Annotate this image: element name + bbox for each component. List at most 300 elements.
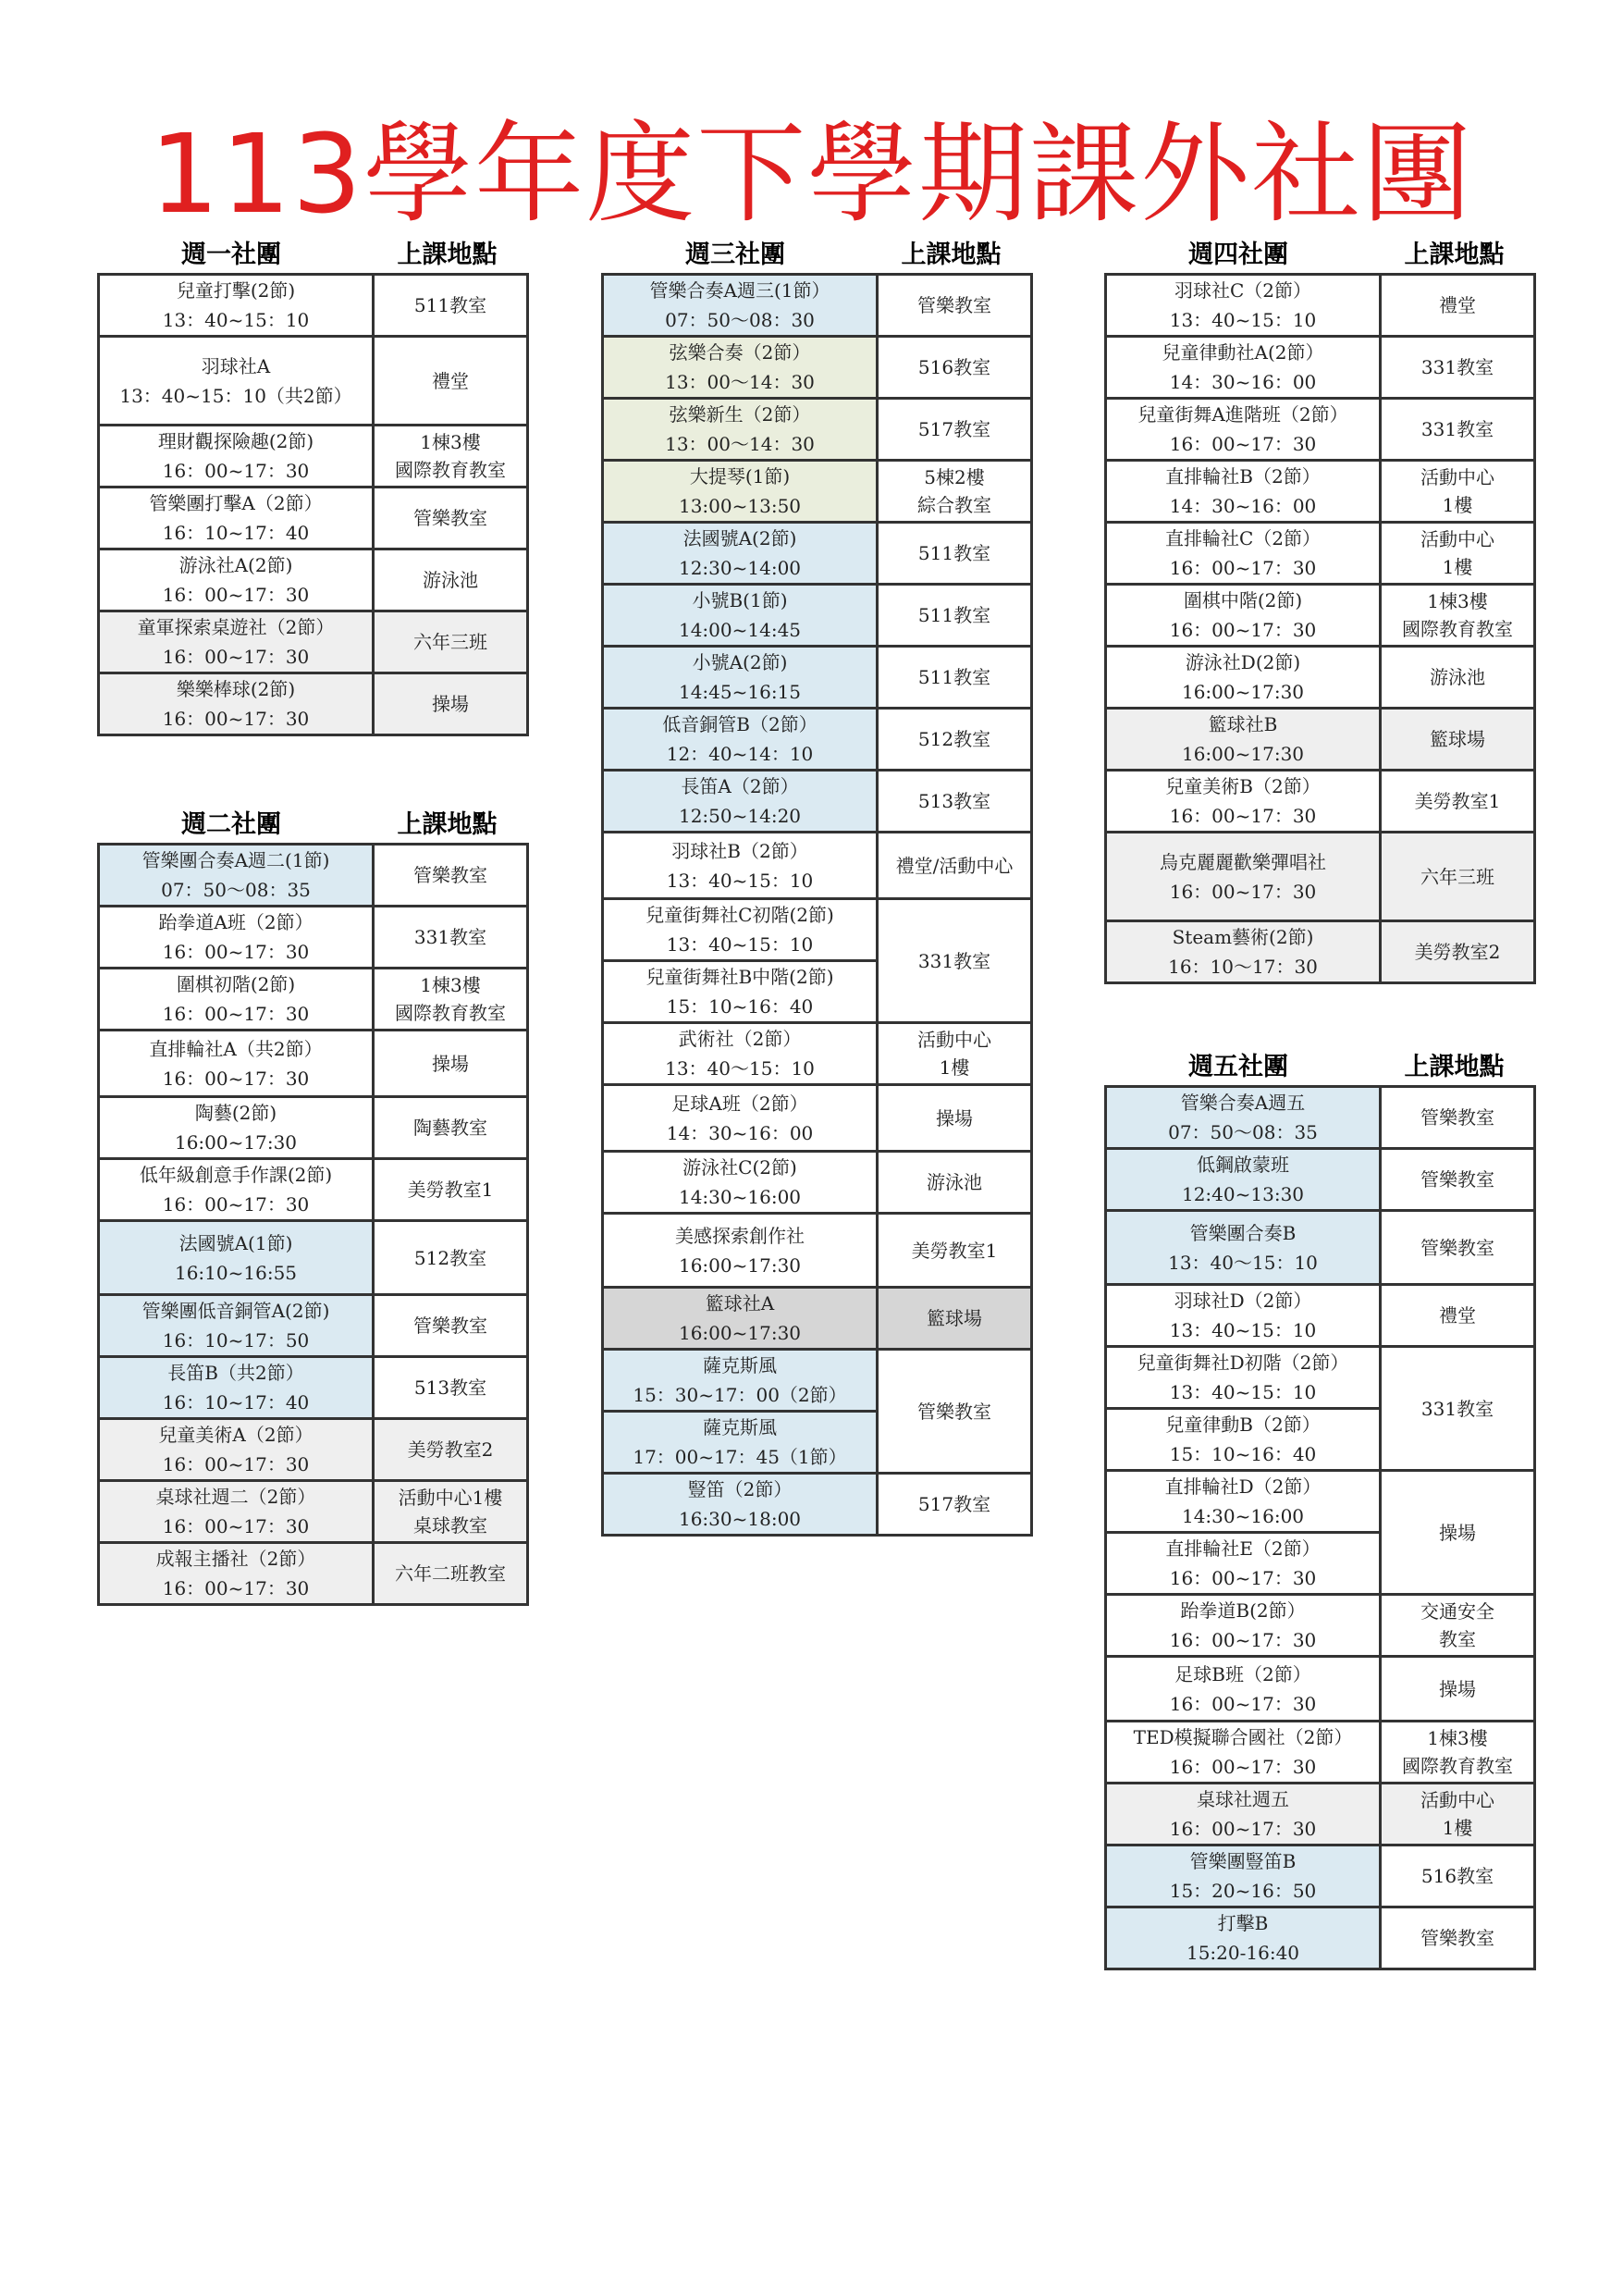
club-location: 美勞教室2 bbox=[1414, 941, 1501, 963]
table-row bbox=[99, 1159, 528, 1221]
club-name: 羽球社B（2節） bbox=[671, 839, 808, 862]
location-cell bbox=[374, 1357, 528, 1419]
club-name: 圍棋初階(2節) bbox=[176, 973, 296, 995]
table-row bbox=[1106, 833, 1535, 921]
club-time: 16：00~17：30 bbox=[1169, 1629, 1317, 1651]
table-row bbox=[603, 523, 1032, 585]
club-time: 13：40～15：10 bbox=[1168, 1251, 1318, 1274]
table-row bbox=[603, 899, 1032, 961]
club-name: 跆拳道B(2節） bbox=[1180, 1599, 1306, 1622]
club-cell bbox=[1106, 709, 1381, 771]
club-name: 低年級創意手作課(2節) bbox=[139, 1164, 333, 1186]
club-location: 513教室 bbox=[917, 790, 991, 812]
club-cell bbox=[1106, 337, 1381, 399]
club-name: 籃球社A bbox=[705, 1292, 775, 1315]
club-cell bbox=[603, 461, 878, 523]
club-location: 512教室 bbox=[917, 728, 991, 750]
table-row bbox=[1106, 523, 1535, 585]
club-time: 16：00~17：30 bbox=[1169, 1756, 1317, 1778]
club-cell bbox=[1106, 1471, 1381, 1533]
table-row bbox=[99, 969, 528, 1031]
club-cell bbox=[99, 1419, 374, 1481]
club-cell bbox=[603, 337, 878, 399]
tuesday-clubs-section bbox=[97, 809, 529, 1606]
location-cell bbox=[1381, 1657, 1535, 1722]
location-cell bbox=[1381, 1845, 1535, 1907]
club-time: 16：00~17：30 bbox=[162, 708, 310, 730]
club-time: 13：40～15：10 bbox=[665, 1057, 815, 1080]
club-location: 1棟3樓 國際教育教室 bbox=[1402, 1727, 1513, 1777]
table-row bbox=[603, 1085, 1032, 1152]
table-row bbox=[603, 399, 1032, 461]
club-name: 豎笛（2節） bbox=[687, 1478, 793, 1500]
table-row bbox=[603, 647, 1032, 709]
wednesday-clubs-section bbox=[601, 239, 1033, 1537]
club-time: 17：00~17：45（1節） bbox=[633, 1446, 847, 1468]
club-location: 管樂教室 bbox=[1420, 1168, 1494, 1191]
club-name: 兒童律動B（2節） bbox=[1165, 1413, 1321, 1436]
club-name: 法國號A(1節) bbox=[178, 1231, 293, 1254]
club-name: 小號A(2節) bbox=[692, 651, 788, 673]
club-location: 活動中心 1樓 bbox=[917, 1029, 991, 1079]
club-name: 管樂團合奏A週二(1節) bbox=[141, 849, 330, 871]
club-name: 足球B班（2節） bbox=[1174, 1662, 1311, 1685]
club-cell bbox=[603, 399, 878, 461]
club-name: 打擊B bbox=[1217, 1912, 1269, 1934]
club-cell bbox=[1106, 1347, 1381, 1409]
club-time: 16：00~17：30 bbox=[162, 941, 310, 963]
club-cell bbox=[1106, 1409, 1381, 1471]
club-time: 16:00~17:30 bbox=[1181, 743, 1305, 765]
club-time: 13：00～14：30 bbox=[665, 371, 815, 393]
club-name: 弦樂合奏（2節） bbox=[669, 341, 811, 364]
club-cell bbox=[99, 1481, 374, 1543]
club-name: 游泳社D(2節) bbox=[1185, 651, 1301, 673]
club-cell bbox=[99, 673, 374, 735]
club-location: 管樂教室 bbox=[413, 864, 487, 886]
club-location: 操場 bbox=[1439, 1521, 1476, 1544]
club-location: 美勞教室1 bbox=[1414, 790, 1501, 812]
club-time: 14:30~16:00 bbox=[678, 1186, 802, 1208]
table-row bbox=[1106, 275, 1535, 337]
club-time: 16：00~17：30 bbox=[1169, 880, 1317, 903]
location-cell bbox=[374, 1031, 528, 1097]
club-location: 管樂教室 bbox=[413, 507, 487, 529]
club-cell bbox=[99, 1159, 374, 1221]
club-name: 大提琴(1節) bbox=[689, 465, 791, 488]
club-name: 武術社（2節） bbox=[678, 1028, 802, 1050]
club-cell bbox=[603, 1412, 878, 1474]
location-cell bbox=[374, 1221, 528, 1295]
table-row bbox=[1106, 1087, 1535, 1149]
location-cell bbox=[878, 899, 1032, 1023]
location-cell bbox=[878, 1085, 1032, 1152]
location-cell bbox=[878, 1350, 1032, 1474]
club-location: 331教室 bbox=[1420, 356, 1494, 378]
club-name: 低音銅管B（2節） bbox=[662, 713, 818, 735]
location-cell bbox=[878, 1288, 1032, 1350]
club-name: 兒童街舞A進階班（2節） bbox=[1137, 403, 1348, 426]
club-location: 禮堂 bbox=[432, 369, 469, 392]
location-cell bbox=[878, 1023, 1032, 1085]
club-cell bbox=[603, 1474, 878, 1536]
club-location: 活動中心 1樓 bbox=[1420, 466, 1494, 516]
club-time: 15：10~16：40 bbox=[666, 995, 814, 1018]
club-name: 游泳社A(2節) bbox=[178, 554, 293, 576]
club-name: 法國號A(2節) bbox=[682, 527, 797, 549]
table-row bbox=[603, 1152, 1032, 1214]
club-table bbox=[1104, 273, 1536, 984]
club-cell bbox=[1106, 1211, 1381, 1285]
table-header bbox=[97, 809, 529, 843]
location-cell bbox=[1381, 523, 1535, 585]
location-cell bbox=[374, 969, 528, 1031]
table-row bbox=[99, 549, 528, 611]
table-row bbox=[1106, 647, 1535, 709]
club-time: 16:00~17:30 bbox=[174, 1131, 298, 1154]
club-cell bbox=[1106, 399, 1381, 461]
club-cell bbox=[603, 275, 878, 337]
table-row bbox=[1106, 399, 1535, 461]
table-row bbox=[99, 907, 528, 969]
club-location: 管樂教室 bbox=[1420, 1236, 1494, 1259]
club-name: 陶藝(2節) bbox=[194, 1102, 277, 1124]
location-cell bbox=[1381, 921, 1535, 983]
club-time: 16：00~17：30 bbox=[162, 1515, 310, 1537]
club-name: 薩克斯風 bbox=[703, 1416, 777, 1438]
club-location: 331教室 bbox=[1420, 418, 1494, 440]
club-location: 禮堂 bbox=[1439, 294, 1476, 316]
table-row bbox=[603, 337, 1032, 399]
club-cell bbox=[1106, 275, 1381, 337]
location-cell bbox=[878, 337, 1032, 399]
club-name: TED模擬聯合國社（2節） bbox=[1133, 1726, 1353, 1748]
club-cell bbox=[603, 833, 878, 899]
club-cell bbox=[603, 709, 878, 771]
club-cell bbox=[1106, 1845, 1381, 1907]
club-cell bbox=[99, 1031, 374, 1097]
club-cell bbox=[1106, 461, 1381, 523]
club-name: 理財觀探險趣(2節) bbox=[157, 430, 314, 452]
location-cell bbox=[374, 1159, 528, 1221]
table-row bbox=[1106, 1211, 1535, 1285]
club-time: 13：40~15：10 bbox=[1169, 1319, 1317, 1341]
club-name: 桌球社週二（2節） bbox=[155, 1486, 316, 1508]
table-row bbox=[99, 488, 528, 549]
club-location: 美勞教室2 bbox=[407, 1438, 494, 1461]
club-name: Steam藝術(2節) bbox=[1172, 926, 1314, 948]
location-header: 上課地點 bbox=[397, 810, 498, 839]
day-header: 週二社團 bbox=[181, 810, 281, 839]
table-row bbox=[99, 1221, 528, 1295]
club-location: 游泳池 bbox=[423, 569, 478, 591]
club-name: 足球A班（2節） bbox=[671, 1092, 808, 1115]
club-location: 禮堂/活動中心 bbox=[895, 854, 1014, 877]
club-location: 1棟3樓 國際教育教室 bbox=[1402, 590, 1513, 640]
location-cell bbox=[374, 845, 528, 907]
club-location: 512教室 bbox=[413, 1246, 487, 1269]
club-name: 直排輪社D（2節） bbox=[1164, 1475, 1322, 1498]
table-row bbox=[1106, 1149, 1535, 1211]
club-name: 跆拳道A班（2節） bbox=[158, 911, 314, 933]
club-location: 六年三班 bbox=[1420, 865, 1494, 888]
location-cell bbox=[1381, 337, 1535, 399]
day-header: 週四社團 bbox=[1188, 241, 1288, 269]
club-cell bbox=[603, 523, 878, 585]
location-cell bbox=[1381, 833, 1535, 921]
club-location: 交通安全 教室 bbox=[1420, 1600, 1494, 1650]
location-cell bbox=[1381, 1471, 1535, 1595]
table-row bbox=[603, 275, 1032, 337]
club-location: 管樂教室 bbox=[917, 1400, 991, 1423]
club-time: 16：00~17：30 bbox=[162, 1577, 310, 1599]
location-cell bbox=[878, 275, 1032, 337]
club-time: 15：30~17：00（2節） bbox=[633, 1384, 847, 1406]
club-location: 禮堂 bbox=[1439, 1304, 1476, 1327]
location-cell bbox=[374, 907, 528, 969]
club-time: 07：50～08：35 bbox=[1168, 1121, 1318, 1143]
day-header: 週三社團 bbox=[685, 241, 785, 269]
table-row bbox=[603, 1023, 1032, 1085]
club-cell bbox=[603, 1152, 878, 1214]
table-row bbox=[99, 611, 528, 673]
location-cell bbox=[374, 1419, 528, 1481]
location-cell bbox=[374, 1295, 528, 1357]
club-name: 烏克麗麗歡樂彈唱社 bbox=[1160, 850, 1326, 873]
table-row bbox=[99, 426, 528, 488]
club-location: 六年三班 bbox=[413, 631, 487, 653]
club-location: 516教室 bbox=[1420, 1865, 1494, 1887]
club-cell bbox=[1106, 1722, 1381, 1784]
club-cell bbox=[99, 969, 374, 1031]
club-time: 13:00~13:50 bbox=[678, 495, 802, 517]
location-cell bbox=[374, 549, 528, 611]
club-table bbox=[97, 273, 529, 736]
club-time: 16：00~17：30 bbox=[162, 1453, 310, 1475]
club-cell bbox=[1106, 1285, 1381, 1347]
table-row bbox=[99, 1357, 528, 1419]
table-row bbox=[1106, 921, 1535, 983]
club-cell bbox=[99, 907, 374, 969]
club-cell bbox=[1106, 921, 1381, 983]
table-header bbox=[601, 239, 1033, 273]
table-row bbox=[603, 1214, 1032, 1288]
friday-clubs-section bbox=[1104, 1051, 1536, 1970]
location-cell bbox=[374, 1543, 528, 1605]
location-cell bbox=[878, 523, 1032, 585]
table-row bbox=[1106, 1471, 1535, 1533]
club-time: 16：00~17：30 bbox=[1169, 557, 1317, 579]
club-name: 小號B(1節) bbox=[692, 589, 788, 611]
club-time: 16：00~17：30 bbox=[1169, 1818, 1317, 1840]
club-name: 羽球社C（2節） bbox=[1174, 279, 1312, 302]
club-name: 管樂團低音銅管A(2節) bbox=[141, 1300, 330, 1322]
club-time: 12:40~13:30 bbox=[1181, 1183, 1305, 1205]
club-location: 游泳池 bbox=[1430, 666, 1485, 688]
club-location: 管樂教室 bbox=[413, 1315, 487, 1337]
club-location: 331教室 bbox=[917, 949, 991, 972]
club-name: 管樂合奏A週五 bbox=[1180, 1092, 1306, 1114]
location-cell bbox=[1381, 1087, 1535, 1149]
club-name: 管樂團豎笛B bbox=[1189, 1850, 1297, 1872]
club-time: 14:45~16:15 bbox=[678, 681, 802, 703]
club-location: 游泳池 bbox=[927, 1171, 982, 1193]
club-location: 操場 bbox=[432, 1052, 469, 1075]
location-cell bbox=[1381, 1285, 1535, 1347]
club-time: 07：50～08：35 bbox=[161, 879, 311, 901]
club-cell bbox=[603, 899, 878, 961]
club-location: 美勞教室1 bbox=[911, 1239, 998, 1262]
location-header: 上課地點 bbox=[397, 241, 498, 269]
club-time: 16：00~17：30 bbox=[162, 1003, 310, 1025]
club-time: 16:00~17:30 bbox=[1181, 681, 1305, 703]
club-name: 直排輪社A（共2節） bbox=[149, 1037, 323, 1060]
club-location: 陶藝教室 bbox=[413, 1117, 487, 1139]
table-row bbox=[1106, 337, 1535, 399]
club-time: 16:30~18:00 bbox=[678, 1508, 802, 1530]
club-location: 操場 bbox=[432, 693, 469, 715]
location-cell bbox=[1381, 771, 1535, 833]
club-location: 511教室 bbox=[917, 604, 991, 626]
club-location: 331教室 bbox=[1420, 1397, 1494, 1420]
club-time: 14:00~14:45 bbox=[678, 619, 802, 641]
club-name: 兒童美術A（2節） bbox=[158, 1424, 314, 1446]
location-cell bbox=[878, 585, 1032, 647]
club-location: 活動中心 1樓 bbox=[1420, 528, 1494, 578]
club-cell bbox=[603, 1214, 878, 1288]
table-row bbox=[1106, 1845, 1535, 1907]
club-name: 直排輪社E（2節） bbox=[1165, 1537, 1321, 1560]
table-row bbox=[99, 275, 528, 337]
club-table bbox=[601, 273, 1033, 1537]
club-cell bbox=[603, 771, 878, 833]
club-cell bbox=[99, 1097, 374, 1159]
day-header: 週五社團 bbox=[1188, 1053, 1288, 1081]
club-time: 13：40~15：10 bbox=[162, 309, 310, 331]
club-cell bbox=[1106, 1149, 1381, 1211]
club-time: 16：00~17：30 bbox=[162, 460, 310, 482]
club-cell bbox=[603, 1085, 878, 1152]
day-header: 週一社團 bbox=[181, 241, 281, 269]
club-time: 13：40~15：10 bbox=[666, 869, 814, 892]
club-time: 16：00~17：30 bbox=[162, 646, 310, 668]
club-cell bbox=[99, 1357, 374, 1419]
club-name: 桌球社週五 bbox=[1197, 1788, 1289, 1810]
location-cell bbox=[1381, 709, 1535, 771]
club-location: 管樂教室 bbox=[1420, 1927, 1494, 1949]
club-location: 六年二班教室 bbox=[395, 1562, 506, 1585]
club-time: 16:00~17:30 bbox=[678, 1322, 802, 1344]
club-time: 13：40~15：10 bbox=[1169, 1381, 1317, 1403]
location-cell bbox=[878, 709, 1032, 771]
club-name: 美感探索創作社 bbox=[675, 1224, 805, 1247]
location-cell bbox=[374, 611, 528, 673]
table-row bbox=[99, 1419, 528, 1481]
club-time: 16：00~17：30 bbox=[1169, 1567, 1317, 1589]
club-time: 14:30~16:00 bbox=[1181, 1505, 1305, 1527]
table-row bbox=[99, 1295, 528, 1357]
club-name: 兒童美術B（2節） bbox=[1165, 775, 1321, 797]
club-cell bbox=[1106, 1087, 1381, 1149]
location-cell bbox=[878, 1214, 1032, 1288]
club-location: 籃球場 bbox=[927, 1307, 982, 1329]
club-name: 兒童街舞社C初階(2節) bbox=[646, 904, 834, 926]
club-time: 16：10~17：50 bbox=[162, 1329, 310, 1352]
club-time: 16：00~17：30 bbox=[162, 584, 310, 606]
club-location: 活動中心1樓 桌球教室 bbox=[398, 1487, 503, 1537]
club-time: 16：00~17：30 bbox=[1169, 619, 1317, 641]
location-cell bbox=[1381, 461, 1535, 523]
club-name: 直排輪社B（2節） bbox=[1165, 465, 1321, 488]
location-cell bbox=[1381, 1722, 1535, 1784]
table-row bbox=[99, 337, 528, 426]
location-cell bbox=[1381, 585, 1535, 647]
club-time: 16：00~17：30 bbox=[1169, 433, 1317, 455]
table-row bbox=[99, 1543, 528, 1605]
club-name: 直排輪社C（2節） bbox=[1164, 527, 1322, 549]
club-cell bbox=[1106, 833, 1381, 921]
club-location: 517教室 bbox=[917, 418, 991, 440]
club-time: 14：30~16：00 bbox=[666, 1121, 814, 1144]
location-header: 上課地點 bbox=[1404, 241, 1505, 269]
table-row bbox=[1106, 1285, 1535, 1347]
club-time: 16：00~17：30 bbox=[1169, 805, 1317, 827]
location-cell bbox=[1381, 1347, 1535, 1471]
club-cell bbox=[603, 1350, 878, 1412]
table-row bbox=[1106, 1347, 1535, 1409]
club-cell bbox=[1106, 523, 1381, 585]
table-header bbox=[1104, 239, 1536, 273]
club-cell bbox=[603, 647, 878, 709]
club-location: 籃球場 bbox=[1430, 728, 1485, 750]
club-time: 12：40~14：10 bbox=[666, 743, 814, 765]
club-time: 13：40~15：10 bbox=[1169, 309, 1317, 331]
club-name: 兒童律動社A(2節） bbox=[1162, 341, 1324, 364]
location-header: 上課地點 bbox=[901, 241, 1002, 269]
club-cell bbox=[99, 488, 374, 549]
table-row bbox=[99, 673, 528, 735]
club-location: 511教室 bbox=[413, 294, 487, 316]
club-location: 美勞教室1 bbox=[407, 1179, 494, 1201]
club-name: 籃球社B bbox=[1208, 713, 1278, 735]
club-location: 1棟3樓 國際教育教室 bbox=[395, 431, 506, 481]
location-cell bbox=[878, 771, 1032, 833]
club-time: 14：30~16：00 bbox=[1169, 371, 1317, 393]
club-cell bbox=[603, 1023, 878, 1085]
location-cell bbox=[878, 1152, 1032, 1214]
club-time: 14：30~16：00 bbox=[1169, 495, 1317, 517]
table-row bbox=[99, 1481, 528, 1543]
location-cell bbox=[374, 488, 528, 549]
club-name: 薩克斯風 bbox=[703, 1354, 777, 1376]
club-cell bbox=[99, 426, 374, 488]
monday-clubs-section bbox=[97, 239, 529, 736]
table-row bbox=[99, 845, 528, 907]
club-cell bbox=[99, 611, 374, 673]
club-name: 成報主播社（2節） bbox=[155, 1548, 316, 1570]
table-row bbox=[1106, 771, 1535, 833]
club-name: 弦樂新生（2節） bbox=[669, 403, 811, 426]
location-cell bbox=[374, 673, 528, 735]
club-cell bbox=[99, 845, 374, 907]
club-cell bbox=[1106, 1533, 1381, 1595]
club-location: 管樂教室 bbox=[917, 294, 991, 316]
club-location: 511教室 bbox=[917, 542, 991, 564]
club-time: 15：10~16：40 bbox=[1169, 1443, 1317, 1465]
club-location: 操場 bbox=[1439, 1677, 1476, 1700]
club-name: 管樂合奏A週三(1節） bbox=[649, 279, 830, 302]
club-time: 15：20~16：50 bbox=[1169, 1880, 1317, 1902]
